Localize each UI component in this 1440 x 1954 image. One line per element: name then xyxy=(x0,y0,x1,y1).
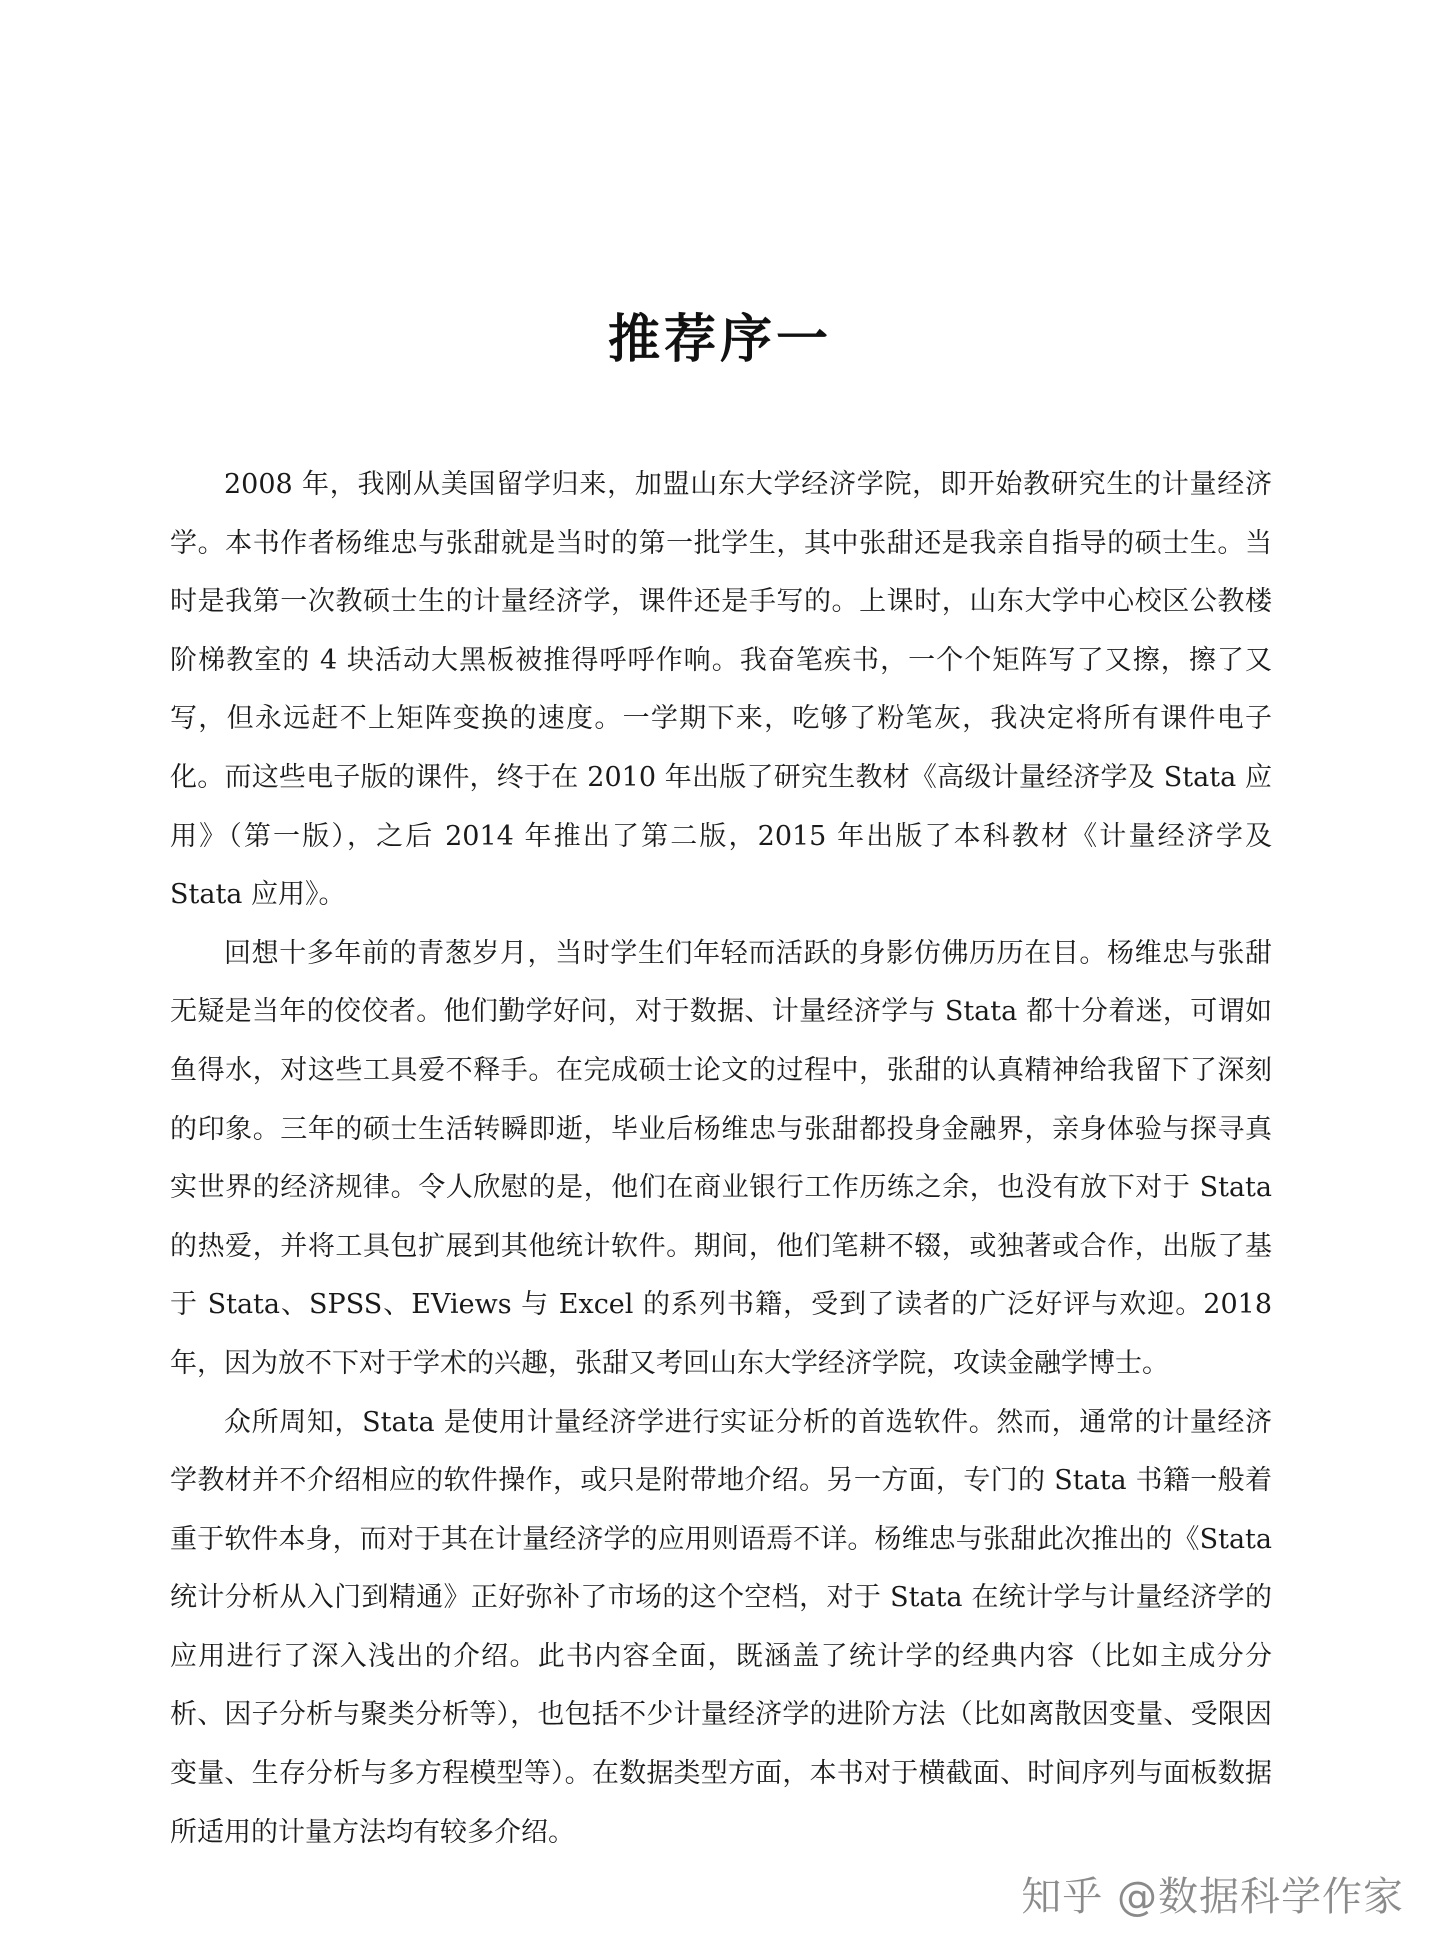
paragraph-1: 2008 年，我刚从美国留学归来，加盟山东大学经济学院，即开始教研究生的计量经济学。本书作者杨维忠与张甜就是当时的第一批学生，其中张甜还是我亲自指导的硕士生。当时是我第一次教硕士生的计量经济学，课件还是手写的。上课时，山东大学中心校区公教楼阶梯教室的 4 块活动大黑板被推得呼呼作响。我奋笔疾书，一个个矩阵写了又擦，擦了又写，但永远赶不上矩阵变换的速度。一学期下来，吃够了粉笔灰，我决定将所有课件电子化。而这些电子版的课件，终于在 2010 年出版了研究生教材《高级计量经济学及 Stata 应用》（第一版），之后 2014 年推出了第二版，2015 年出版了本科教材《计量经济学及 Stata 应用》。 xyxy=(170,469,1272,911)
paragraph-2: 回想十多年前的青葱岁月，当时学生们年轻而活跃的身影仿佛历历在目。杨维忠与张甜无疑是当年的佼佼者。他们勤学好问，对于数据、计量经济学与 Stata 都十分着迷，可谓如鱼得水，对这些工具爱不释手。在完成硕士论文的过程中，张甜的认真精神给我留下了深刻的印象。三年的硕士生活转瞬即逝，毕业后杨维忠与张甜都投身金融界，亲身体验与探寻真实世界的经济规律。令人欣慰的是，他们在商业银行工作历练之余，也没有放下对于 Stata 的热爱，并将工具包扩展到其他统计软件。期间，他们笔耕不辍，或独著或合作，出版了基于 Stata、SPSS、EViews 与 Excel 的系列书籍，受到了读者的广泛好评与欢迎。2018 年，因为放不下对于学术的兴趣，张甜又考回山东大学经济学院，攻读金融学博士。 xyxy=(170,937,1272,1379)
paragraph-3: 众所周知，Stata 是使用计量经济学进行实证分析的首选软件。然而，通常的计量经济学教材并不介绍相应的软件操作，或只是附带地介绍。另一方面，专门的 Stata 书籍一般着重于软件本身，而对于其在计量经济学的应用则语焉不详。杨维忠与张甜此次推出的《Stata 统计分析从入门到精通》正好弥补了市场的这个空档，对于 Stata 在统计学与计量经济学的应用进行了深入浅出的介绍。此书内容全面，既涵盖了统计学的经典内容（比如主成分分析、因子分析与聚类分析等），也包括不少计量经济学的进阶方法（比如离散因变量、受限因变量、生存分析与多方程模型等）。在数据类型方面，本书对于横截面、时间序列与面板数据所适用的计量方法均有较多介绍。 xyxy=(170,1406,1272,1848)
page-title: 推荐序一 xyxy=(607,310,832,370)
body-text xyxy=(170,456,1272,1862)
zhihu-watermark xyxy=(1021,1865,1404,1922)
watermark-text: 知乎 @数据科学作家 xyxy=(1021,1874,1404,1920)
